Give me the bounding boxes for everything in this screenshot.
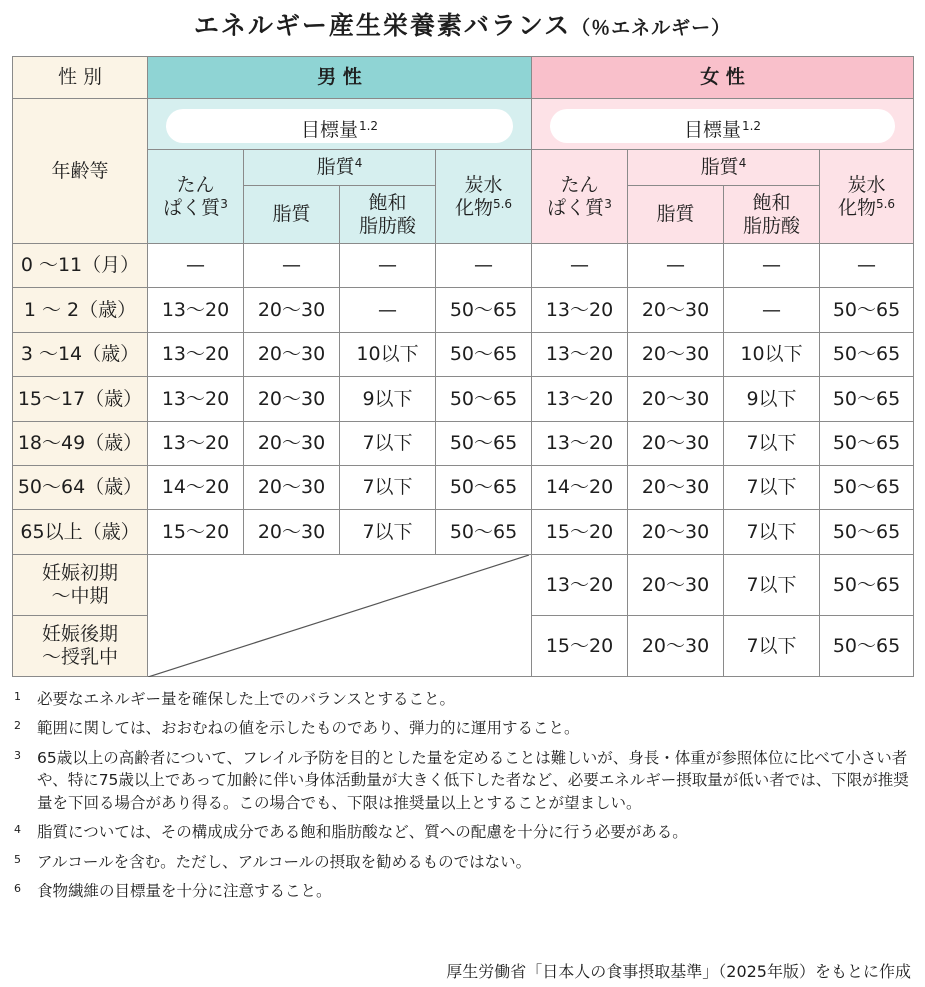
footnote-number: 2 bbox=[14, 719, 21, 733]
value-cell: 7以下 bbox=[340, 510, 436, 554]
protein-line: ぱく質 bbox=[547, 196, 605, 219]
footnote bbox=[14, 717, 914, 739]
target-label: 目標量 bbox=[300, 119, 358, 142]
value-cell: 50～65 bbox=[436, 421, 532, 465]
table-row bbox=[13, 332, 914, 376]
target-label: 目標量 bbox=[683, 119, 741, 142]
male-header: 男 性 bbox=[148, 57, 532, 99]
value-cell: 20～30 bbox=[628, 466, 724, 510]
footnote-number: 3 bbox=[14, 748, 21, 762]
footnote-number: 4 bbox=[14, 823, 21, 837]
footnote bbox=[14, 880, 914, 902]
age-label: 年齢等 bbox=[13, 99, 148, 244]
value-cell: 20～30 bbox=[628, 377, 724, 421]
value-cell: 20～30 bbox=[628, 332, 724, 376]
footnote-text: アルコールを含む。ただし、アルコールの摂取を勧めるものではない。 bbox=[37, 852, 532, 871]
lipid-group-sup: 4 bbox=[738, 156, 747, 171]
value-cell: 50～65 bbox=[436, 510, 532, 554]
value-cell: 10以下 bbox=[724, 332, 820, 376]
value-cell: 20～30 bbox=[628, 510, 724, 554]
value-cell: — bbox=[436, 244, 532, 288]
saturated-line: 飽和 bbox=[752, 191, 791, 214]
value-cell: 20～30 bbox=[244, 288, 340, 332]
value-cell: 20～30 bbox=[628, 615, 724, 676]
value-cell: 50～65 bbox=[436, 466, 532, 510]
table-row bbox=[13, 421, 914, 465]
age-cell: 3 ～14（歳） bbox=[13, 332, 148, 376]
value-cell: 14～20 bbox=[148, 466, 244, 510]
title-unit: （％エネルギー） bbox=[571, 17, 732, 39]
value-cell: 50～65 bbox=[820, 615, 914, 676]
male-lipid-group-header bbox=[244, 150, 436, 186]
value-cell: 15～20 bbox=[532, 615, 628, 676]
value-cell: 20～30 bbox=[628, 554, 724, 615]
pregnancy-age-line: 妊娠初期 bbox=[41, 562, 118, 585]
footnote bbox=[14, 821, 914, 843]
age-cell: 65以上（歳） bbox=[13, 510, 148, 554]
value-cell: 15～20 bbox=[532, 510, 628, 554]
value-cell: 20～30 bbox=[628, 288, 724, 332]
value-cell: 50～65 bbox=[436, 288, 532, 332]
footnote-number: 1 bbox=[14, 690, 21, 703]
value-cell: 50～65 bbox=[820, 421, 914, 465]
pregnancy-age-cell bbox=[13, 554, 148, 615]
value-cell: 7以下 bbox=[724, 421, 820, 465]
footnote bbox=[14, 688, 914, 710]
value-cell: 20～30 bbox=[628, 421, 724, 465]
source-credit: 厚生労働省「日本人の食事摂取基準」（2025年版）をもとに作成 bbox=[446, 962, 911, 981]
value-cell: 50～65 bbox=[820, 466, 914, 510]
target-sup: 1.2 bbox=[741, 119, 762, 134]
carb-line: 炭水 bbox=[464, 173, 503, 196]
female-protein-header bbox=[532, 150, 628, 244]
table-row bbox=[13, 466, 914, 510]
value-cell: — bbox=[820, 244, 914, 288]
value-cell: 13～20 bbox=[148, 288, 244, 332]
female-saturated-header bbox=[724, 186, 820, 244]
value-cell: 7以下 bbox=[340, 466, 436, 510]
value-cell: 50～65 bbox=[820, 510, 914, 554]
value-cell: 13～20 bbox=[148, 332, 244, 376]
value-cell: 7以下 bbox=[724, 615, 820, 676]
lipid-group-label: 脂質 bbox=[316, 156, 355, 179]
value-cell: 13～20 bbox=[532, 421, 628, 465]
male-target-pill bbox=[166, 109, 513, 143]
table-row bbox=[13, 377, 914, 421]
value-cell: — bbox=[244, 244, 340, 288]
value-cell: 13～20 bbox=[532, 554, 628, 615]
carb-sup: 5.6 bbox=[492, 196, 513, 211]
table-row bbox=[13, 244, 914, 288]
female-target-cell bbox=[532, 99, 914, 150]
sex-label: 性 別 bbox=[13, 57, 148, 99]
value-cell: 7以下 bbox=[340, 421, 436, 465]
value-cell: 7以下 bbox=[724, 510, 820, 554]
carb-line: 化物 bbox=[837, 196, 876, 219]
lipid-group-label: 脂質 bbox=[700, 156, 739, 179]
footnote-text: 食物繊維の目標量を十分に注意すること。 bbox=[37, 882, 332, 901]
value-cell: 20～30 bbox=[244, 421, 340, 465]
pregnancy-age-line: ～授乳中 bbox=[41, 645, 118, 668]
saturated-line: 脂肪酸 bbox=[742, 214, 800, 237]
value-cell: — bbox=[340, 244, 436, 288]
protein-line: ぱく質 bbox=[163, 196, 221, 219]
value-cell: 9以下 bbox=[724, 377, 820, 421]
male-saturated-header bbox=[340, 186, 436, 244]
value-cell: 13～20 bbox=[148, 421, 244, 465]
female-carb-header bbox=[820, 150, 914, 244]
age-cell: 1 ～ 2（歳） bbox=[13, 288, 148, 332]
value-cell: 50～65 bbox=[820, 554, 914, 615]
value-cell: 9以下 bbox=[340, 377, 436, 421]
protein-sup: 3 bbox=[604, 196, 612, 211]
carb-line: 化物 bbox=[454, 196, 493, 219]
target-sup: 1.2 bbox=[358, 119, 379, 134]
not-applicable-diagonal bbox=[148, 555, 529, 677]
age-cell: 50～64（歳） bbox=[13, 466, 148, 510]
value-cell: 7以下 bbox=[724, 554, 820, 615]
footnote-number: 6 bbox=[14, 882, 21, 896]
value-cell: — bbox=[628, 244, 724, 288]
pregnancy-age-cell bbox=[13, 615, 148, 676]
saturated-line: 脂肪酸 bbox=[358, 214, 416, 237]
value-cell: 50～65 bbox=[820, 377, 914, 421]
age-cell: 15～17（歳） bbox=[13, 377, 148, 421]
female-lipid-header: 脂質 bbox=[628, 186, 724, 244]
footnote-number: 5 bbox=[14, 852, 21, 866]
footnote bbox=[14, 747, 914, 814]
footnote-text: 必要なエネルギー量を確保した上でのバランスとすること。 bbox=[37, 690, 456, 708]
table-row bbox=[13, 510, 914, 554]
value-cell: 20～30 bbox=[244, 466, 340, 510]
pregnancy-age-line: ～中期 bbox=[51, 584, 109, 607]
footnote-text: 65歳以上の高齢者について、フレイル予防を目的とした量を定めることは難しいが、身長・体重が参照体位に比べて小さい者や、特に75歳以上であって加齢に伴い身体活動量が大きく低下した者など、必要エネルギー摂取量が低い者では、下限が推奨量を下回る場合があり得る。この場合でも、下限は推奨量以上とすることが望ましい。 bbox=[37, 748, 909, 812]
female-header: 女 性 bbox=[532, 57, 914, 99]
value-cell: 15～20 bbox=[148, 510, 244, 554]
male-target-cell bbox=[148, 99, 532, 150]
page-title bbox=[0, 6, 925, 42]
age-cell: 18～49（歳） bbox=[13, 421, 148, 465]
saturated-line: 飽和 bbox=[368, 191, 407, 214]
protein-line: たん bbox=[176, 173, 215, 196]
lipid-group-sup: 4 bbox=[354, 156, 363, 171]
value-cell: 10以下 bbox=[340, 332, 436, 376]
value-cell: 20～30 bbox=[244, 377, 340, 421]
footnotes bbox=[14, 688, 914, 910]
value-cell: — bbox=[724, 288, 820, 332]
value-cell: — bbox=[340, 288, 436, 332]
value-cell: 13～20 bbox=[148, 377, 244, 421]
value-cell: 7以下 bbox=[724, 466, 820, 510]
value-cell: 13～20 bbox=[532, 377, 628, 421]
carb-sup: 5.6 bbox=[875, 196, 896, 211]
carb-line: 炭水 bbox=[847, 173, 886, 196]
footnote bbox=[14, 851, 914, 873]
footnote-text: 脂質については、その構成成分である飽和脂肪酸など、質への配慮を十分に行う必要がある。 bbox=[37, 823, 688, 842]
value-cell: — bbox=[724, 244, 820, 288]
footnote-text: 範囲に関しては、おおむねの値を示したものであり、弾力的に運用すること。 bbox=[37, 719, 580, 738]
value-cell: 50～65 bbox=[820, 332, 914, 376]
value-cell: 50～65 bbox=[436, 332, 532, 376]
value-cell: 20～30 bbox=[244, 332, 340, 376]
female-lipid-group-header bbox=[628, 150, 820, 186]
table-row bbox=[13, 288, 914, 332]
male-lipid-header: 脂質 bbox=[244, 186, 340, 244]
value-cell: 50～65 bbox=[436, 377, 532, 421]
value-cell: 20～30 bbox=[244, 510, 340, 554]
value-cell: — bbox=[532, 244, 628, 288]
male-carb-header bbox=[436, 150, 532, 244]
value-cell: 13～20 bbox=[532, 332, 628, 376]
title-text: エネルギー産生栄養素バランス bbox=[193, 11, 572, 40]
value-cell: 14～20 bbox=[532, 466, 628, 510]
female-target-pill bbox=[550, 109, 895, 143]
male-protein-header bbox=[148, 150, 244, 244]
value-cell: — bbox=[148, 244, 244, 288]
protein-sup: 3 bbox=[220, 196, 228, 211]
pregnancy-age-line: 妊娠後期 bbox=[41, 623, 118, 646]
protein-line: たん bbox=[560, 173, 599, 196]
value-cell: 50～65 bbox=[820, 288, 914, 332]
age-cell: 0 ～11（月） bbox=[13, 244, 148, 288]
value-cell: 13～20 bbox=[532, 288, 628, 332]
